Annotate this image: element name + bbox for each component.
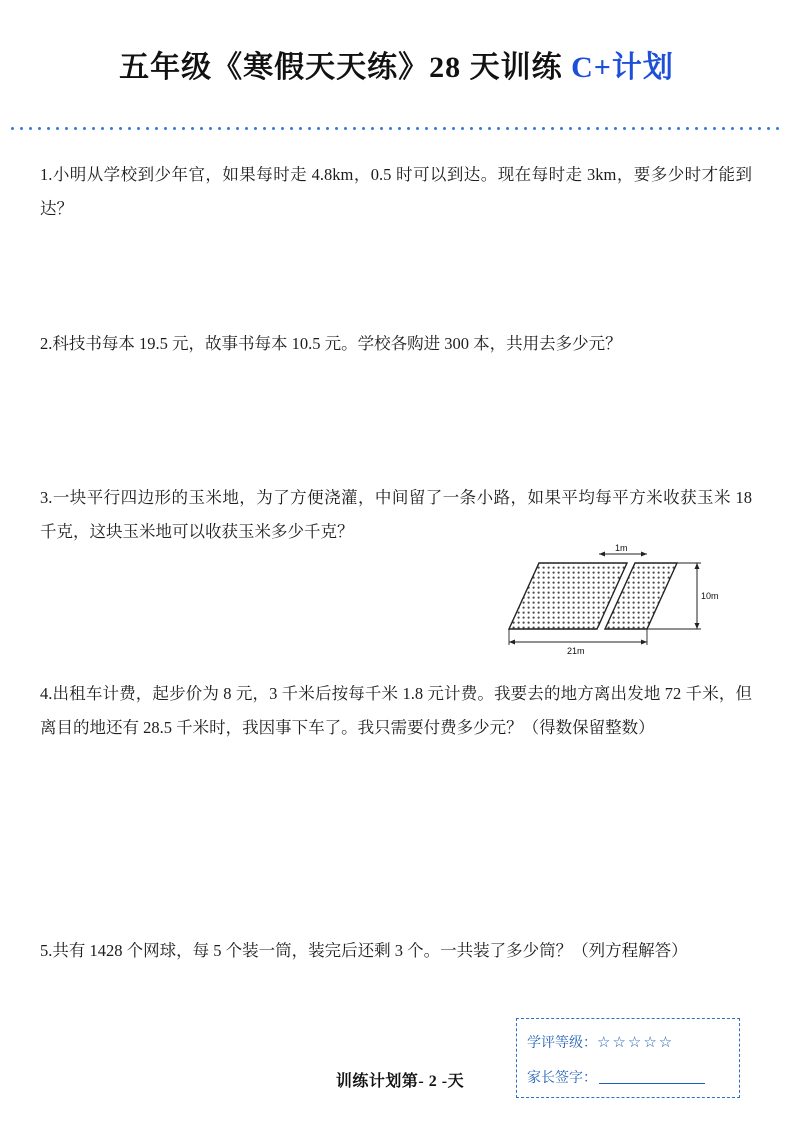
question-item-3: 3.一块平行四边形的玉米地，为了方便浇灌，中间留了一条小路，如果平均每平方米收获玉米 18 千克，这块玉米地可以收获玉米多少千克？ xyxy=(40,488,752,541)
signature-label: 家长签字： xyxy=(527,1069,597,1085)
signature-row xyxy=(527,1067,705,1087)
signature-box xyxy=(516,1018,740,1098)
dotted-divider xyxy=(8,127,785,130)
grade-row xyxy=(527,1032,674,1052)
question-item-5: 5.共有 1428 个网球，每 5 个装一筒，装完后还剩 3 个。一共装了多少筒？（列方程解答） xyxy=(40,941,688,960)
svg-text:10m: 10m xyxy=(701,591,719,601)
question-item-2: 2.科技书每本 19.5 元，故事书每本 10.5 元。学校各购进 300 本，共用去多少元？ xyxy=(40,334,622,353)
page-title-main: 五年级《寒假天天练》28 天训练 xyxy=(119,51,572,84)
training-plan-label: 训练计划第- 2 -天 xyxy=(335,1073,465,1090)
rating-stars[interactable]: ☆☆☆☆☆ xyxy=(597,1034,675,1051)
signature-input-line[interactable] xyxy=(599,1069,705,1084)
svg-text:21m: 21m xyxy=(567,646,585,656)
page-title-accent: C+计划 xyxy=(571,51,674,84)
question-item-4: 4.出租车计费，起步价为 8 元，3 千米后按每千米 1.8 元计费。我要去的地方离出发地 72 千米，但离目的地还有 28.5 千米时，我因事下车了。我只需要付费多少元？（得数保留整数） xyxy=(40,684,752,737)
svg-text:1m: 1m xyxy=(615,543,628,553)
grade-label: 学评等级： xyxy=(527,1034,597,1050)
parallelogram-diagram xyxy=(487,541,737,657)
question-item-1: 1.小明从学校到少年官，如果每时走 4.8km，0.5 时可以到达。现在每时走 3km，要多少时才能到达？ xyxy=(40,165,752,218)
page-title xyxy=(0,42,793,86)
